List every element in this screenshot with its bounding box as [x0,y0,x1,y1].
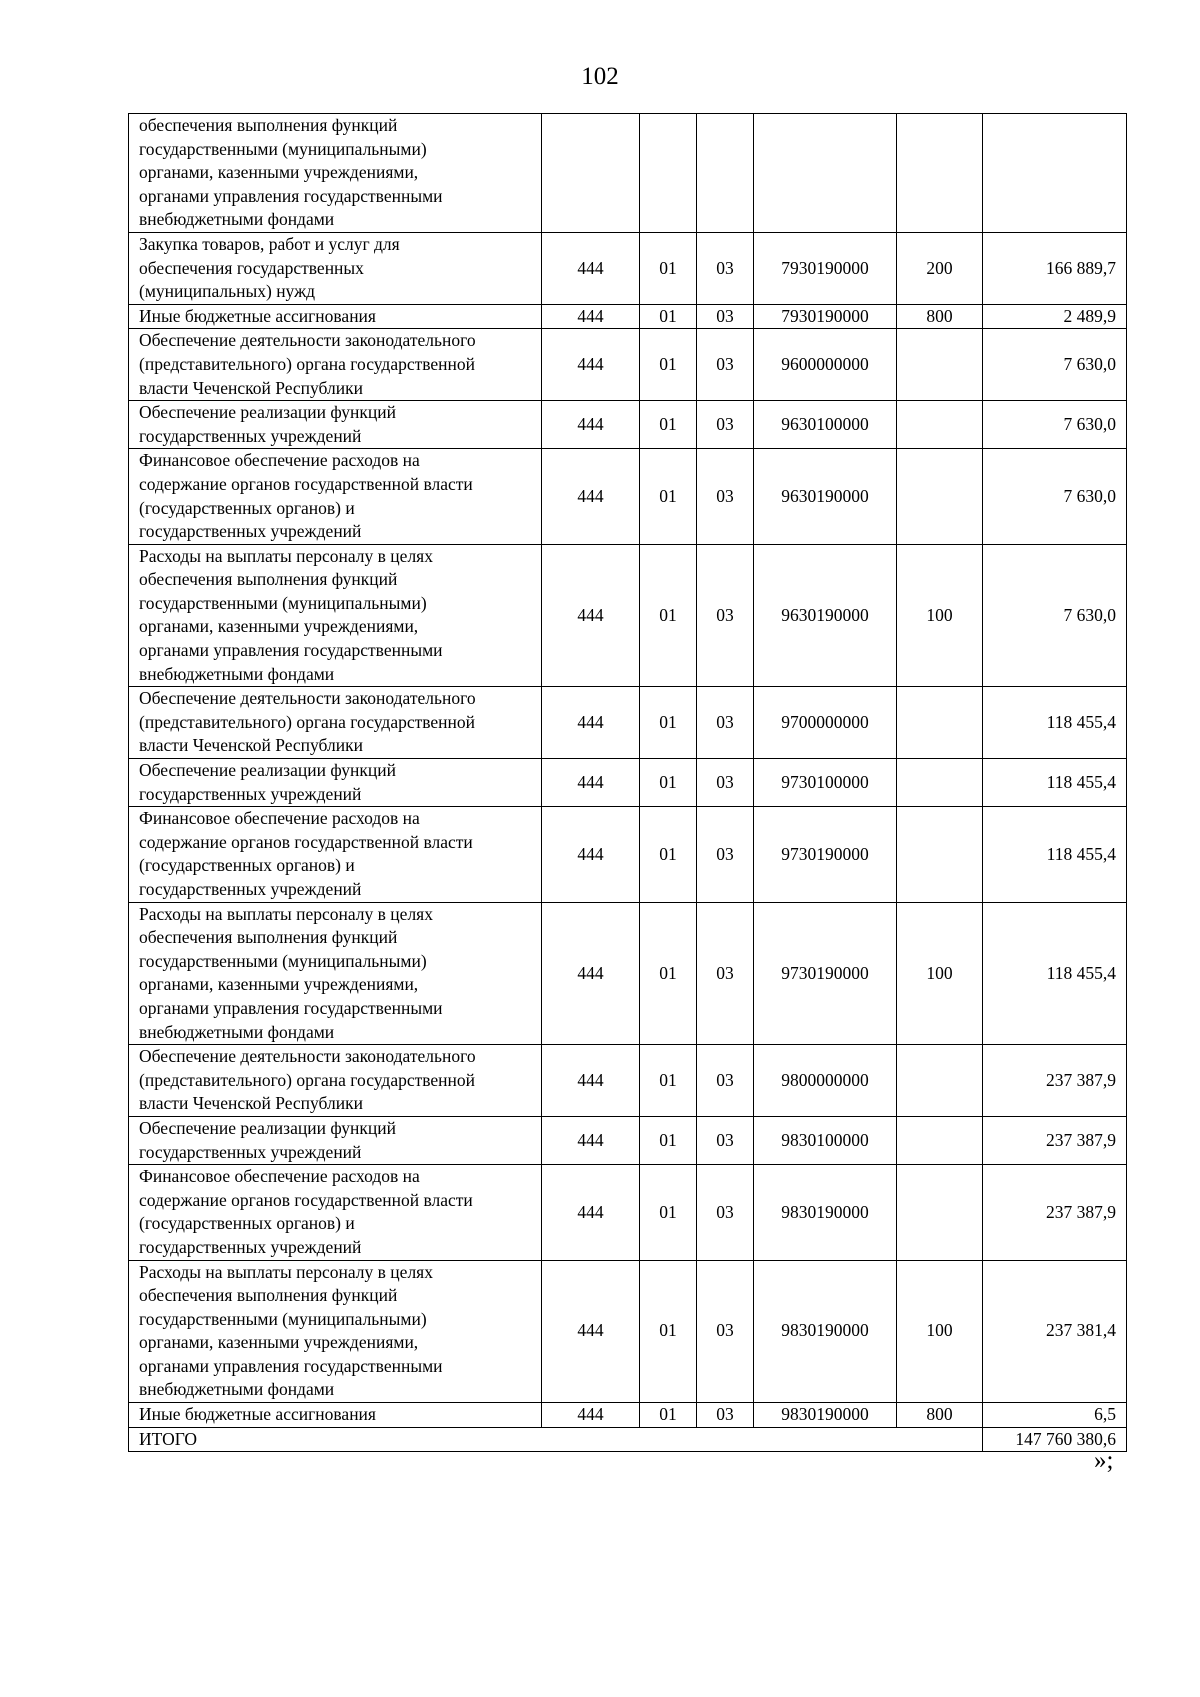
row-sum: 237 387,9 [983,1165,1127,1260]
row-target-article-code: 9630190000 [754,449,897,544]
row-name: Финансовое обеспечение расходов на содержание органов государственной власти (государственных органов) и государственных учреждений [129,449,542,544]
row-sum: 118 455,4 [983,807,1127,902]
row-target-article-code: 9830100000 [754,1116,897,1164]
row-ministry-code: 444 [542,449,640,544]
row-subsection-code: 03 [697,329,754,401]
total-row [129,1427,1127,1452]
row-target-article-code: 9630100000 [754,401,897,449]
row-expense-type-code [897,807,983,902]
row-ministry-code: 444 [542,544,640,687]
row-sum: 7 630,0 [983,449,1127,544]
row-section-code: 01 [640,544,697,687]
row-subsection-code [697,114,754,233]
row-section-code: 01 [640,1116,697,1164]
row-subsection-code: 03 [697,449,754,544]
row-name: Финансовое обеспечение расходов на содержание органов государственной власти (государственных органов) и государственных учреждений [129,1165,542,1260]
row-section-code: 01 [640,329,697,401]
row-target-article-code: 9830190000 [754,1165,897,1260]
row-name: Обеспечение реализации функций государственных учреждений [129,759,542,807]
row-subsection-code: 03 [697,1165,754,1260]
row-ministry-code [542,114,640,233]
row-target-article-code: 9730190000 [754,807,897,902]
row-name: Обеспечение деятельности законодательного (представительного) органа государственной власти Чеченской Республики [129,687,542,759]
row-expense-type-code: 100 [897,1260,983,1403]
row-name: Иные бюджетные ассигнования [129,304,542,329]
row-expense-type-code [897,687,983,759]
row-sum: 118 455,4 [983,759,1127,807]
row-expense-type-code [897,114,983,233]
row-section-code: 01 [640,1045,697,1117]
row-sum: 7 630,0 [983,544,1127,687]
table-row [129,114,1127,233]
row-subsection-code: 03 [697,1260,754,1403]
row-expense-type-code [897,401,983,449]
row-target-article-code: 7930190000 [754,304,897,329]
row-expense-type-code: 100 [897,544,983,687]
row-ministry-code: 444 [542,687,640,759]
row-sum: 118 455,4 [983,902,1127,1045]
row-name: Расходы на выплаты персоналу в целях обеспечения выполнения функций государственными (муниципальными) органами, казенными учреждениями, органами управления государственными внебюджетными фондами [129,902,542,1045]
row-expense-type-code: 800 [897,1403,983,1428]
row-ministry-code: 444 [542,232,640,304]
row-expense-type-code [897,1165,983,1260]
row-name: Обеспечение деятельности законодательного (представительного) органа государственной власти Чеченской Республики [129,1045,542,1117]
total-sum: 147 760 380,6 [983,1427,1127,1452]
row-name: Расходы на выплаты персоналу в целях обеспечения выполнения функций государственными (муниципальными) органами, казенными учреждениями, органами управления государственными внебюджетными фондами [129,544,542,687]
row-sum: 166 889,7 [983,232,1127,304]
table-row [129,329,1127,401]
table-row [129,401,1127,449]
row-ministry-code: 444 [542,401,640,449]
table-row [129,759,1127,807]
row-ministry-code: 444 [542,329,640,401]
budget-table-body [129,114,1127,1428]
row-name: Обеспечение реализации функций государственных учреждений [129,401,542,449]
table-row [129,1116,1127,1164]
row-ministry-code: 444 [542,902,640,1045]
row-name: Финансовое обеспечение расходов на содержание органов государственной власти (государственных органов) и государственных учреждений [129,807,542,902]
row-sum: 237 387,9 [983,1045,1127,1117]
row-target-article-code: 9730100000 [754,759,897,807]
row-section-code: 01 [640,1403,697,1428]
row-section-code: 01 [640,759,697,807]
row-ministry-code: 444 [542,807,640,902]
row-section-code: 01 [640,1165,697,1260]
row-subsection-code: 03 [697,1403,754,1428]
row-name: обеспечения выполнения функций государственными (муниципальными) органами, казенными учреждениями, органами управления государственными внебюджетными фондами [129,114,542,233]
row-name: Обеспечение реализации функций государственных учреждений [129,1116,542,1164]
row-name: Иные бюджетные ассигнования [129,1403,542,1428]
table-row [129,544,1127,687]
row-sum: 237 387,9 [983,1116,1127,1164]
row-name: Обеспечение деятельности законодательного (представительного) органа государственной власти Чеченской Республики [129,329,542,401]
budget-table [128,113,1127,1452]
row-target-article-code: 9830190000 [754,1260,897,1403]
row-subsection-code: 03 [697,902,754,1045]
row-ministry-code: 444 [542,1045,640,1117]
table-row [129,1403,1127,1428]
row-name: Закупка товаров, работ и услуг для обеспечения государственных (муниципальных) нужд [129,232,542,304]
row-expense-type-code [897,449,983,544]
table-row [129,1260,1127,1403]
row-section-code: 01 [640,1260,697,1403]
row-ministry-code: 444 [542,1165,640,1260]
row-target-article-code: 9630190000 [754,544,897,687]
row-expense-type-code [897,1116,983,1164]
row-target-article-code: 9830190000 [754,1403,897,1428]
table-row [129,902,1127,1045]
row-section-code: 01 [640,232,697,304]
row-expense-type-code: 200 [897,232,983,304]
row-section-code: 01 [640,807,697,902]
row-subsection-code: 03 [697,304,754,329]
row-section-code: 01 [640,304,697,329]
row-name: Расходы на выплаты персоналу в целях обеспечения выполнения функций государственными (муниципальными) органами, казенными учреждениями, органами управления государственными внебюджетными фондами [129,1260,542,1403]
table-row [129,1165,1127,1260]
total-label: ИТОГО [129,1427,983,1452]
row-target-article-code: 9600000000 [754,329,897,401]
row-subsection-code: 03 [697,687,754,759]
row-sum: 2 489,9 [983,304,1127,329]
row-ministry-code: 444 [542,1116,640,1164]
row-expense-type-code: 800 [897,304,983,329]
table-row [129,687,1127,759]
row-section-code [640,114,697,233]
row-subsection-code: 03 [697,232,754,304]
row-sum: 237 381,4 [983,1260,1127,1403]
row-target-article-code: 9700000000 [754,687,897,759]
page-number: 102 [581,63,619,90]
row-subsection-code: 03 [697,544,754,687]
row-subsection-code: 03 [697,807,754,902]
row-subsection-code: 03 [697,1116,754,1164]
row-subsection-code: 03 [697,401,754,449]
row-ministry-code: 444 [542,1260,640,1403]
row-expense-type-code [897,759,983,807]
row-sum: 118 455,4 [983,687,1127,759]
row-target-article-code: 9730190000 [754,902,897,1045]
row-sum: 7 630,0 [983,329,1127,401]
row-ministry-code: 444 [542,304,640,329]
row-section-code: 01 [640,687,697,759]
row-sum: 7 630,0 [983,401,1127,449]
row-sum [983,114,1127,233]
row-section-code: 01 [640,902,697,1045]
table-row [129,807,1127,902]
row-sum: 6,5 [983,1403,1127,1428]
table-row [129,449,1127,544]
row-subsection-code: 03 [697,759,754,807]
row-target-article-code [754,114,897,233]
closing-quote-mark: »; [1094,1447,1114,1474]
row-expense-type-code: 100 [897,902,983,1045]
row-section-code: 01 [640,401,697,449]
table-row [129,232,1127,304]
row-subsection-code: 03 [697,1045,754,1117]
row-expense-type-code [897,1045,983,1117]
row-target-article-code: 9800000000 [754,1045,897,1117]
row-expense-type-code [897,329,983,401]
row-target-article-code: 7930190000 [754,232,897,304]
table-row [129,304,1127,329]
table-row [129,1045,1127,1117]
row-section-code: 01 [640,449,697,544]
row-ministry-code: 444 [542,1403,640,1428]
row-ministry-code: 444 [542,759,640,807]
